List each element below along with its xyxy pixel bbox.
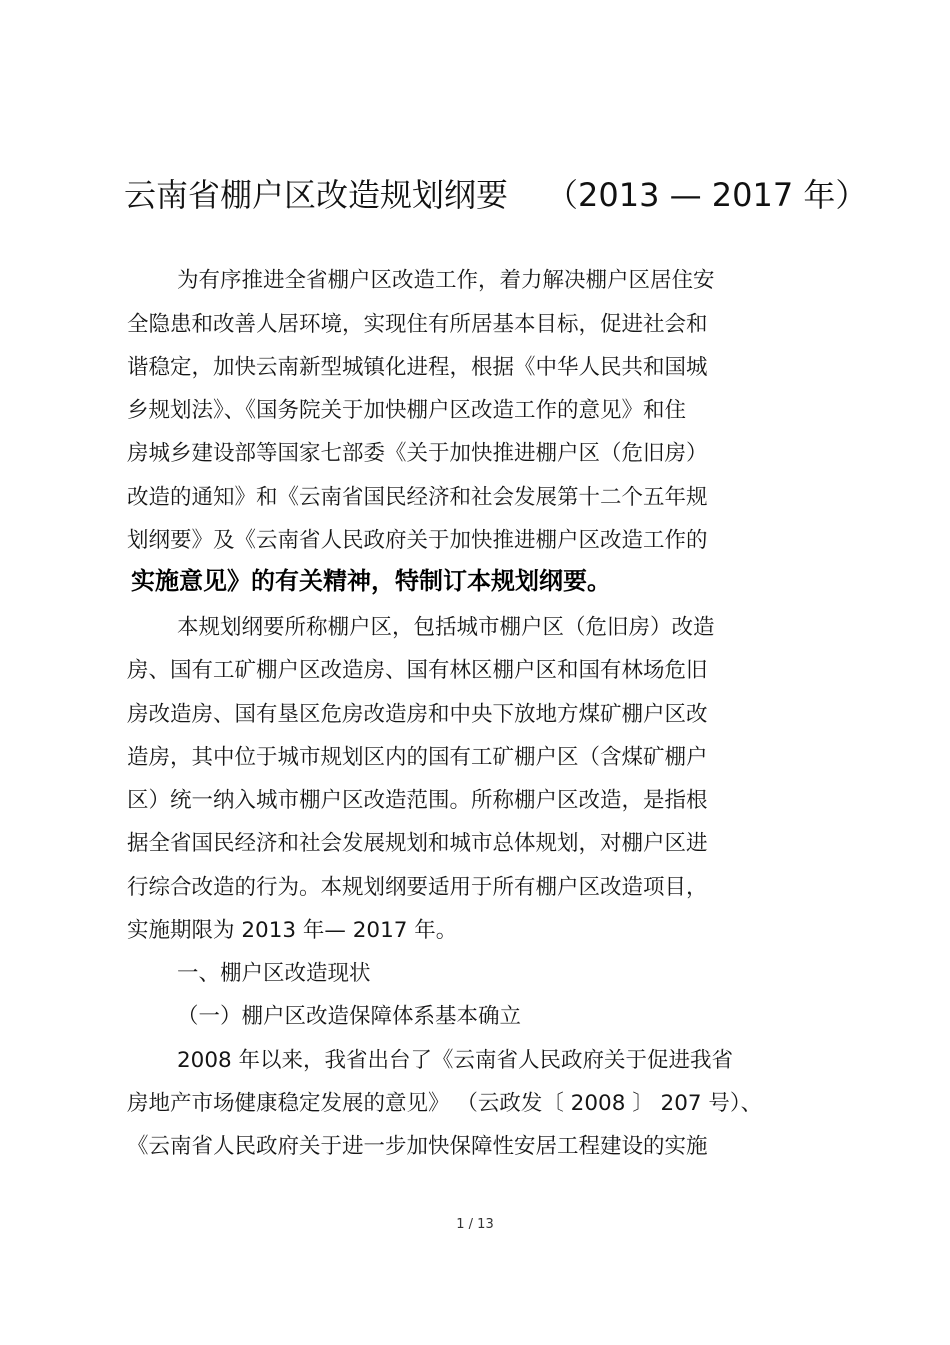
paragraph-line: 2008 年以来，我省出台了《云南省人民政府关于促进我省: [177, 1048, 734, 1073]
paragraph-line: 据全省国民经济和社会发展规划和城市总体规划，对棚户区进: [127, 831, 708, 856]
paragraph-line: 《云南省人民政府关于进一步加快保障性安居工程建设的实施: [127, 1134, 708, 1159]
paragraph-line: 全隐患和改善人居环境，实现住有所居基本目标，促进社会和: [127, 312, 708, 337]
paragraph-line: 房、国有工矿棚户区改造房、国有林区棚户区和国有林场危旧: [127, 658, 708, 683]
paragraph-line: 改造的通知》和《云南省国民经济和社会发展第十二个五年规: [127, 485, 708, 510]
paragraph-line: 本规划纲要所称棚户区，包括城市棚户区（危旧房）改造: [177, 615, 715, 640]
paragraph-line: 乡规划法》、《国务院关于加快棚户区改造工作的意见》和住: [127, 398, 687, 423]
paragraph-line-emphasized: 实施意见》的有关精神，特制订本规划纲要。: [131, 567, 611, 595]
paragraph-line: 行综合改造的行为。本规划纲要适用于所有棚户区改造项目，: [127, 875, 708, 900]
paragraph-line: 房地产市场健康稳定发展的意见》 （云政发〔 2008 〕 207 号）、: [127, 1091, 763, 1116]
document-title: [124, 172, 868, 218]
paragraph-line: 实施期限为 2013 年— 2017 年。: [127, 918, 458, 943]
subsection-heading: （一）棚户区改造保障体系基本确立: [177, 1004, 522, 1029]
document-title-years: （2013 — 2017 年）: [546, 176, 868, 214]
paragraph-line: 房改造房、国有垦区危房改造房和中央下放地方煤矿棚户区改: [127, 702, 708, 727]
section-heading: 一、棚户区改造现状: [177, 961, 371, 986]
paragraph-line: 为有序推进全省棚户区改造工作，着力解决棚户区居住安: [177, 268, 715, 293]
paragraph-line: 谐稳定，加快云南新型城镇化进程，根据《中华人民共和国城: [127, 355, 708, 380]
paragraph-line: 划纲要》及《云南省人民政府关于加快推进棚户区改造工作的: [127, 528, 708, 553]
paragraph-line: 区）统一纳入城市棚户区改造范围。所称棚户区改造，是指根: [127, 788, 708, 813]
paragraph-line: 房城乡建设部等国家七部委《关于加快推进棚户区（危旧房）: [127, 441, 708, 466]
document-title-main: 云南省棚户区改造规划纲要: [124, 176, 509, 214]
paragraph-line: 造房，其中位于城市规划区内的国有工矿棚户区（含煤矿棚户: [127, 745, 708, 770]
page-number: 1 / 13: [456, 1217, 494, 1232]
